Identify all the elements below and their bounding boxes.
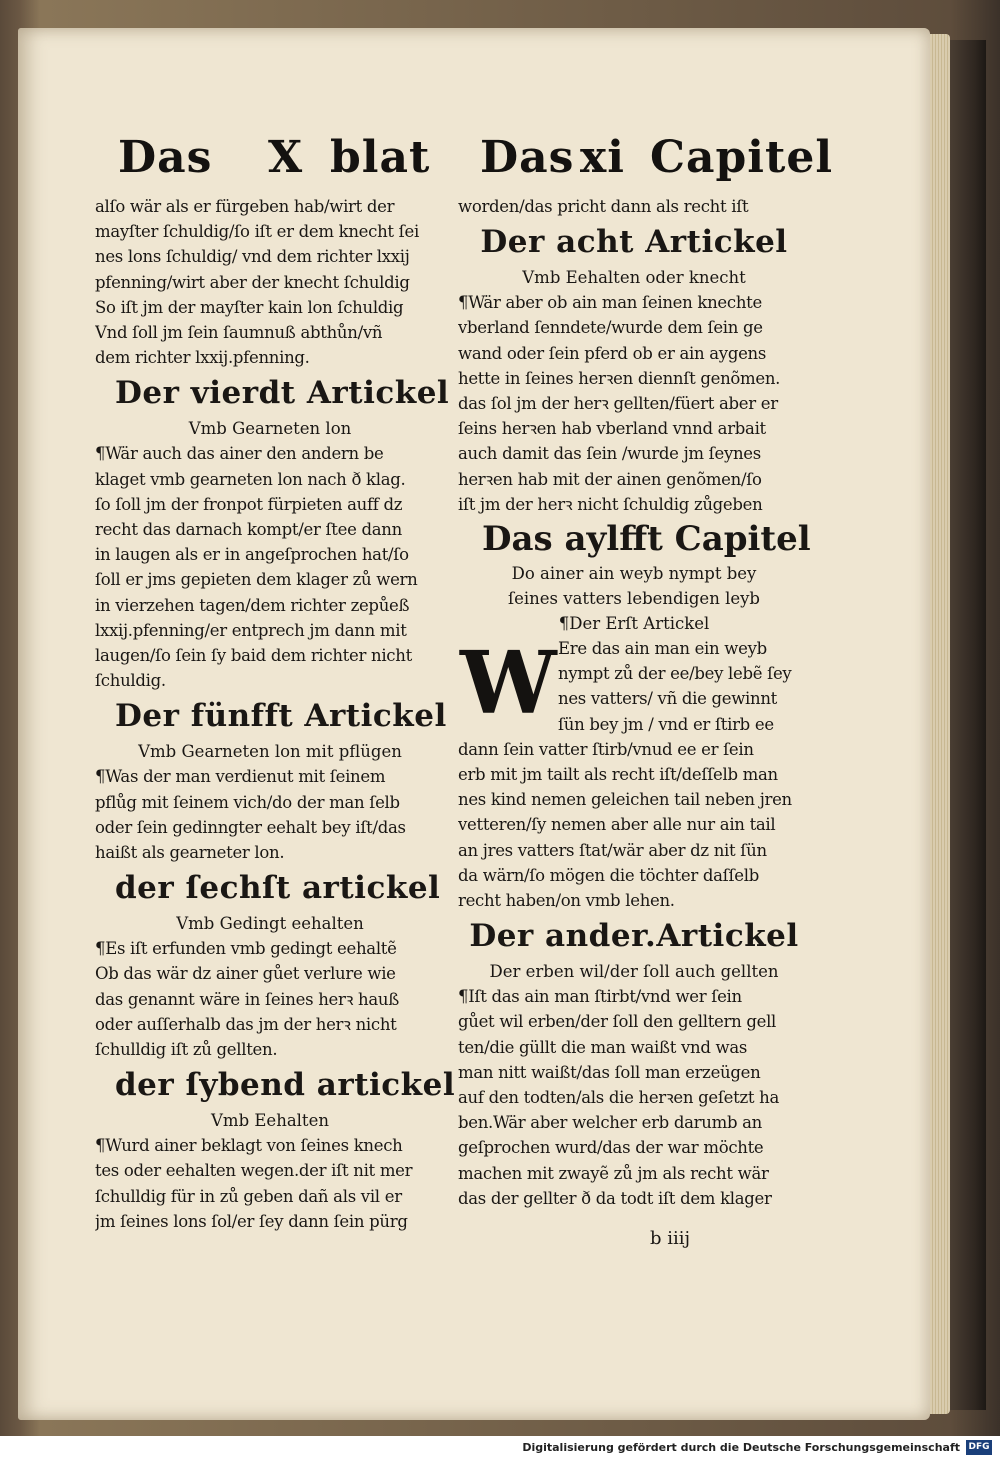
text-line: ſchuldig.: [95, 671, 166, 691]
article-subheading: Do ainer ain weyb nympt bey: [511, 564, 757, 584]
initial-block: [458, 633, 810, 737]
running-head-right-3: Capitel: [650, 132, 834, 183]
text-line: erb mit jm tailt als recht iſt/deſſelb man: [458, 765, 778, 785]
text-line: recht das darnach kompt/er ſtee dann: [95, 520, 402, 540]
text-column-right: [458, 194, 810, 1211]
decorated-initial: W: [460, 633, 557, 735]
text-line: ¶Iſt das ain man ſtirbt/vnd wer ſein: [458, 987, 742, 1007]
text-line: ſchulldig für in zů geben dañ als vil er: [95, 1186, 402, 1206]
article-subheading: ſeines vatters lebendigen leyb: [508, 589, 760, 609]
text-line: klaget vmb gearneten lon nach ð klag.: [95, 469, 406, 489]
text-line: haißt als gearneter lon.: [95, 843, 285, 863]
text-line: So iſt jm der mayſter kain lon ſchuldig: [95, 297, 404, 317]
dfg-logo: DFG: [966, 1440, 992, 1455]
text-line: vberland ſenndete/wurde dem ſein ge: [458, 318, 763, 338]
text-line: ben.Wär aber welcher erb darumb an: [458, 1113, 763, 1133]
text-line: herꝛen hab mit der ainen genõmen/ſo: [458, 469, 762, 489]
text-line: jm ſeines lons ſol/er ſey dann ſein pürg: [95, 1211, 408, 1231]
text-column-left: [95, 194, 456, 1234]
text-line: ſoll er jms gepieten dem klager zů wern: [95, 570, 418, 590]
text-line: lxxij.pfenning/er entprech jm dann mit: [95, 620, 407, 640]
article-heading: Der vierdt Artickel: [115, 375, 450, 412]
article-heading: der ſechſt artickel: [115, 870, 441, 907]
text-line: machen mit zwayẽ zů jm als recht wär: [458, 1163, 769, 1183]
footer-bar: [0, 1436, 1000, 1460]
running-head-left-1: Das: [118, 132, 213, 183]
text-line: ſün bey jm / vnd er ſtirb ee: [558, 714, 774, 734]
running-head-left-2: X: [268, 132, 304, 183]
text-line: Vnd ſoll jm ſein ſaumnuß abthůn/vñ: [95, 323, 383, 343]
text-line: alſo wär als er fürgeben hab/wirt der: [95, 197, 395, 216]
text-line: ¶Wär auch das ainer den andern be: [95, 444, 384, 464]
footer-credit: Digitalisierung gefördert durch die Deutsche Forschungsgemeinschaft: [522, 1441, 960, 1454]
text-line: pfenning/wirt aber der knecht ſchuldig: [95, 272, 410, 292]
article-subheading: ¶Der Erſt Artickel: [558, 614, 710, 634]
text-line: das der gellter ð da todt iſt dem klager: [458, 1188, 772, 1208]
text-line: ſeins herꝛen hab vberland vnnd arbait: [458, 419, 766, 439]
text-line: das ſol jm der herꝛ gellten/füert aber er: [458, 394, 778, 414]
text-line: an jres vatters ſtat/wär aber dz nit ſün: [458, 840, 767, 860]
text-line: da wärn/ſo mögen die töchter daſſelb: [458, 865, 759, 885]
text-line: dann ſein vatter ſtirb/vnud ee er ſein: [458, 739, 754, 759]
text-line: worden/das pricht dann als recht iſt: [458, 197, 749, 216]
text-line: wand oder ſein pferd ob er ain aygens: [458, 343, 767, 363]
text-line: auf den todten/als die herꝛen geſetzt ha: [458, 1088, 779, 1108]
text-line: nympt zů der ee/bey lebẽ ſey: [558, 664, 792, 684]
article-subheading: Vmb Gearneten lon: [188, 419, 352, 439]
article-heading: Der fünfft Artickel: [115, 698, 447, 735]
text-line: ¶Wurd ainer beklagt von ſeines knech: [95, 1136, 403, 1156]
running-head-right-2: xi: [580, 132, 625, 183]
book-cover: [950, 40, 986, 1410]
text-line: in laugen als er in angeſprochen hat/ſo: [95, 545, 409, 565]
text-line: auch damit das ſein /wurde jm ſeynes: [458, 444, 761, 464]
text-line: pflůg mit ſeinem vich/do der man ſelb: [95, 792, 400, 812]
text-line: man nitt waißt/das ſoll man erzeügen: [458, 1062, 761, 1082]
text-line: nes lons ſchuldig/ vnd dem richter lxxij: [95, 247, 410, 267]
text-line: ſo ſoll jm der fronpot fürpieten auff dz: [95, 494, 403, 514]
text-line: Ere das ain man ein weyb: [558, 639, 767, 659]
text-line: ¶Es iſt erfunden vmb gedingt eehaltẽ: [95, 939, 397, 959]
text-line: ſchulldig iſt zů gellten.: [95, 1040, 278, 1060]
text-line: hette in ſeines herꝛen diennſt genõmen.: [458, 368, 781, 388]
text-line: oder auſſerhalb das jm der herꝛ nicht: [95, 1014, 397, 1034]
text-line: ¶Was der man verdienut mit ſeinem: [95, 767, 386, 787]
text-line: dem richter lxxij.pfenning.: [95, 348, 310, 368]
text-line: oder ſein gedinngter eehalt bey iſt/das: [95, 817, 406, 837]
text-line: Ob das wär dz ainer gůet verlure wie: [95, 964, 396, 984]
article-subheading: Der erben wil/der ſoll auch gellten: [489, 962, 779, 982]
page-edges: [930, 34, 950, 1414]
text-line: iſt jm der herꝛ nicht ſchuldig zůgeben: [458, 494, 763, 514]
text-line: nes kind nemen geleichen tail neben jren: [458, 790, 792, 810]
running-head-left-3: blat: [330, 132, 431, 183]
signature-mark: b iiij: [650, 1228, 691, 1249]
article-subheading: Vmb Gearneten lon mit pflügen: [138, 742, 402, 762]
text-line: nes vatters/ vñ die gewinnt: [558, 689, 778, 709]
text-line: laugen/ſo ſein ſy baid dem richter nicht: [95, 646, 412, 666]
article-heading: Der ander.Artickel: [469, 918, 799, 955]
article-subheading: Vmb Eehalten oder knecht: [522, 268, 746, 288]
article-subheading: Vmb Eehalten: [211, 1111, 329, 1131]
chapter-heading: Das aylfft Capitel: [482, 519, 811, 560]
text-line: das genannt wäre in ſeines herꝛ hauß: [95, 989, 399, 1009]
running-head-right-1: Das: [480, 132, 575, 183]
text-line: gůet wil erben/der ſoll den gelltern gell: [458, 1012, 777, 1032]
text-line: mayſter ſchuldig/ſo iſt er dem knecht ſei: [95, 222, 419, 242]
article-heading: der ſybend artickel: [115, 1067, 456, 1104]
text-line: tes oder eehalten wegen.der iſt nit mer: [95, 1161, 413, 1181]
text-line: recht haben/on vmb lehen.: [458, 891, 675, 911]
text-line: vetteren/ſy nemen aber alle nur ain tail: [458, 815, 776, 835]
text-line: geſprochen wurd/das der war möchte: [458, 1138, 764, 1158]
article-heading: Der acht Artickel: [480, 224, 788, 261]
text-line: in vierzehen tagen/dem richter zepůeß: [95, 595, 410, 615]
text-line: ten/die güllt die man waißt vnd was: [458, 1037, 748, 1057]
article-subheading: Vmb Gedingt eehalten: [176, 914, 364, 934]
text-line: ¶Wär aber ob ain man ſeinen knechte: [458, 293, 762, 313]
